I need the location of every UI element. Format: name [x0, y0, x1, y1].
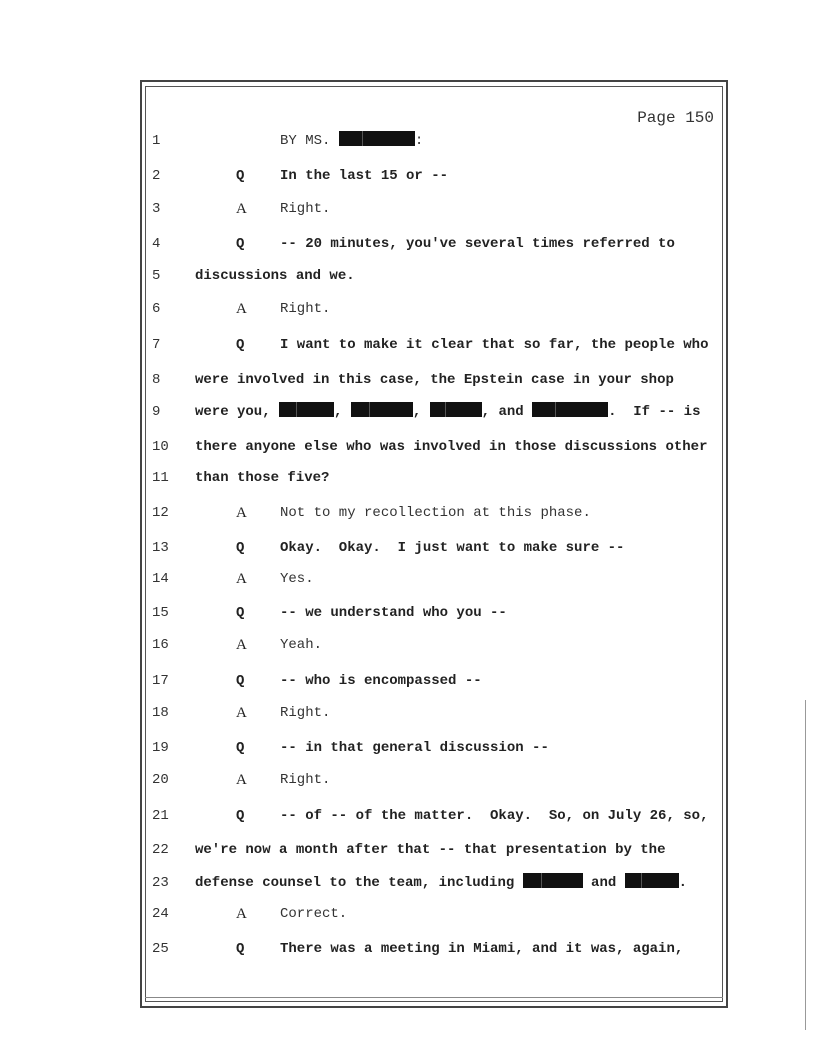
transcript-line: [0, 939, 816, 959]
line-number: 23: [152, 875, 169, 891]
line-text: discussions and we.: [195, 268, 355, 284]
line-text: In the last 15 or --: [280, 168, 449, 184]
line-text: Okay. Okay. I just want to make sure --: [280, 540, 625, 556]
speaker-label: Q: [236, 605, 245, 621]
speaker-label: A: [236, 772, 247, 788]
line-number: 18: [152, 705, 169, 721]
speaker-label: A: [236, 571, 247, 587]
line-number: 11: [152, 470, 169, 486]
line-number: 5: [152, 268, 161, 284]
line-text: than those five?: [195, 470, 330, 486]
redaction-block: [625, 873, 679, 888]
speaker-label: A: [236, 301, 247, 317]
redaction-block: [279, 402, 334, 417]
line-number: 13: [152, 540, 169, 556]
speaker-label: A: [236, 705, 247, 721]
line-text: were you, , , , and . If -- is: [195, 404, 701, 420]
transcript-line: [0, 671, 816, 691]
transcript-line: [0, 873, 816, 893]
line-text: -- 20 minutes, you've several times referred to: [280, 236, 675, 252]
transcript-line: [0, 503, 816, 523]
speaker-label: A: [236, 906, 247, 922]
transcript-line: [0, 569, 816, 589]
line-number: 3: [152, 201, 161, 217]
line-number: 24: [152, 906, 169, 922]
line-text: There was a meeting in Miami, and it was, again,: [280, 941, 684, 957]
line-number: 21: [152, 808, 169, 824]
line-number: 4: [152, 236, 161, 252]
line-text: were involved in this case, the Epstein case in your shop: [195, 372, 674, 388]
line-number: 14: [152, 571, 169, 587]
line-number: 1: [152, 133, 161, 149]
transcript-line: [0, 840, 816, 860]
speaker-label: Q: [236, 808, 245, 824]
line-number: 9: [152, 404, 161, 420]
line-number: 25: [152, 941, 169, 957]
line-text: -- of -- of the matter. Okay. So, on July 26, so,: [280, 808, 709, 824]
transcript-line: [0, 437, 816, 457]
redaction-block: [430, 402, 482, 417]
redaction-block: [339, 131, 415, 146]
line-text: Right.: [280, 772, 331, 788]
speaker-label: Q: [236, 941, 245, 957]
line-text: we're now a month after that -- that presentation by the: [195, 842, 666, 858]
transcript-line: [0, 904, 816, 924]
transcript-line: [0, 299, 816, 319]
line-text: Not to my recollection at this phase.: [280, 505, 591, 521]
transcript-line: [0, 335, 816, 355]
redaction-block: [351, 402, 413, 417]
transcript-line: [0, 806, 816, 826]
line-text: Correct.: [280, 906, 348, 922]
footer-rule: [145, 997, 723, 998]
line-text: Right.: [280, 705, 331, 721]
transcript-line: [0, 635, 816, 655]
line-number: 8: [152, 372, 161, 388]
line-number: 16: [152, 637, 169, 653]
speaker-label: Q: [236, 740, 245, 756]
line-number: 6: [152, 301, 161, 317]
transcript-line: [0, 603, 816, 623]
line-number: 15: [152, 605, 169, 621]
speaker-label: Q: [236, 673, 245, 689]
line-text: -- we understand who you --: [280, 605, 507, 621]
line-number: 20: [152, 772, 169, 788]
transcript-line: [0, 131, 816, 151]
transcript-line: [0, 266, 816, 286]
speaker-label: Q: [236, 236, 245, 252]
redaction-block: [523, 873, 583, 888]
line-number: 12: [152, 505, 169, 521]
transcript-line: [0, 738, 816, 758]
transcript-line: [0, 402, 816, 422]
transcript-line: [0, 166, 816, 186]
line-number: 22: [152, 842, 169, 858]
line-text: there anyone else who was involved in those discussions other: [195, 439, 708, 455]
transcript-line: [0, 234, 816, 254]
transcript-line: [0, 770, 816, 790]
speaker-label: A: [236, 637, 247, 653]
line-number: 7: [152, 337, 161, 353]
transcript-line: [0, 468, 816, 488]
redaction-block: [532, 402, 608, 417]
transcript-line: [0, 703, 816, 723]
line-text: -- who is encompassed --: [280, 673, 482, 689]
line-text: Right.: [280, 201, 331, 217]
line-number: 2: [152, 168, 161, 184]
speaker-label: A: [236, 201, 247, 217]
speaker-label: Q: [236, 540, 245, 556]
line-text: Right.: [280, 301, 331, 317]
line-number: 17: [152, 673, 169, 689]
page-number: Page 150: [637, 109, 714, 127]
transcript-line: [0, 199, 816, 219]
speaker-label: A: [236, 505, 247, 521]
line-text: defense counsel to the team, including and .: [195, 875, 688, 891]
line-text: BY MS. :: [280, 133, 424, 149]
line-text: I want to make it clear that so far, the people who: [280, 337, 709, 353]
line-text: Yes.: [280, 571, 314, 587]
speaker-label: Q: [236, 337, 245, 353]
transcript-line: [0, 370, 816, 390]
transcript-line: [0, 538, 816, 558]
line-number: 19: [152, 740, 169, 756]
line-number: 10: [152, 439, 169, 455]
line-text: -- in that general discussion --: [280, 740, 549, 756]
line-text: Yeah.: [280, 637, 323, 653]
speaker-label: Q: [236, 168, 245, 184]
